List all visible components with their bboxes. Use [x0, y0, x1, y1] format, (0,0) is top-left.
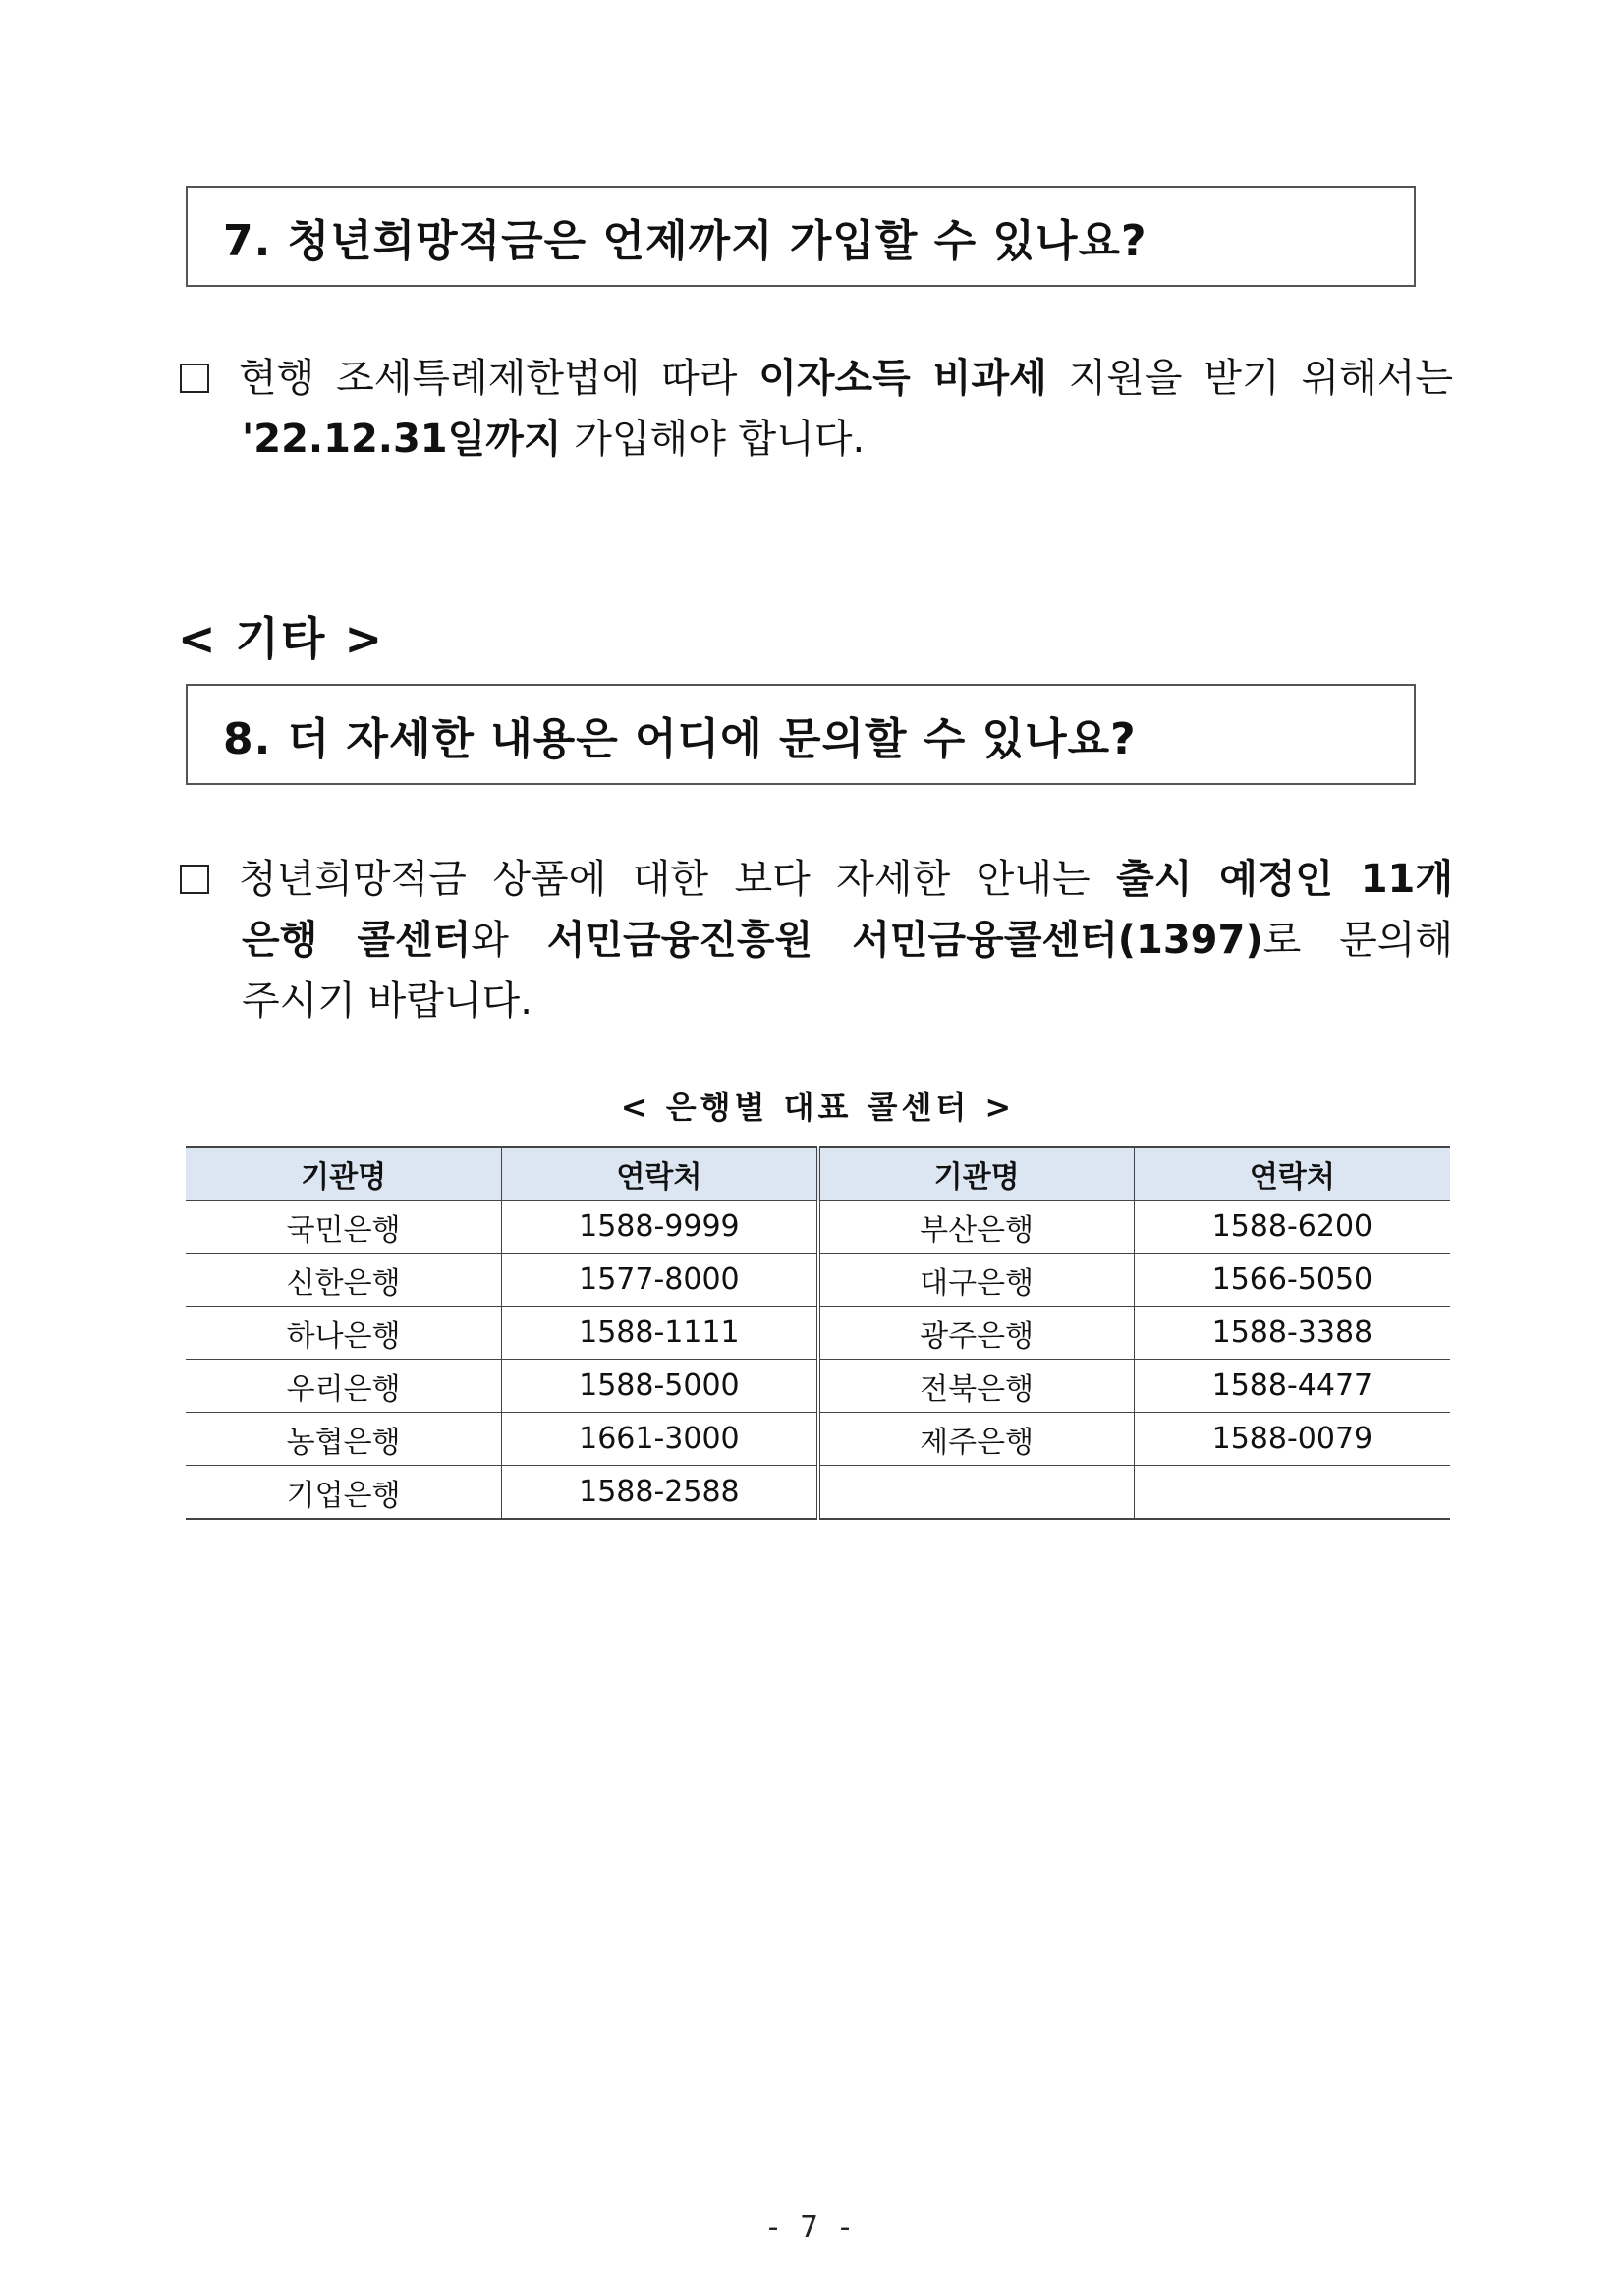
table-row — [186, 1307, 1450, 1360]
bank-name: 광주은행 — [818, 1307, 1135, 1360]
bank-phone: 1588-9999 — [502, 1201, 818, 1254]
bank-phone: 1588-2588 — [502, 1466, 818, 1520]
bank-name: 대구은행 — [818, 1254, 1135, 1307]
bank-name: 국민은행 — [186, 1201, 502, 1254]
section-heading-etc: < 기타 > — [178, 612, 384, 665]
answer-7-line-1: 현행 조세특례제한법에 따라 이자소득 비과세 지원을 받기 위해서는 — [180, 348, 1453, 409]
bank-name: 신한은행 — [186, 1254, 502, 1307]
question-7-title: 7. 청년희망적금은 언제까지 가입할 수 있나요? — [223, 215, 1148, 266]
table-row — [186, 1201, 1450, 1254]
table-row — [186, 1254, 1450, 1307]
bank-callcenter-table — [186, 1146, 1450, 1520]
header-institution: 기관명 — [186, 1147, 502, 1201]
bank-name: 기업은행 — [186, 1466, 502, 1520]
table-caption: < 은행별 대표 콜센터 > — [620, 1089, 1016, 1126]
bank-phone: 1661-3000 — [502, 1413, 818, 1466]
table-header-row — [186, 1147, 1450, 1201]
answer-8-line-2: 은행 콜센터와 서민금융진흥원 서민금융콜센터(1397)로 문의해 — [242, 918, 1453, 963]
table-row — [186, 1413, 1450, 1466]
page-number: - 7 - — [767, 2211, 857, 2245]
bank-phone: 1588-5000 — [502, 1360, 818, 1413]
table-row — [186, 1466, 1450, 1520]
bank-phone: 1588-3388 — [1134, 1307, 1450, 1360]
header-institution: 기관명 — [818, 1147, 1135, 1201]
bank-name: 하나은행 — [186, 1307, 502, 1360]
question-7-box — [186, 186, 1416, 287]
bank-phone: 1588-1111 — [502, 1307, 818, 1360]
table-row — [186, 1360, 1450, 1413]
answer-8-line-1: 청년희망적금 상품에 대한 보다 자세한 안내는 출시 예정인 11개 — [180, 849, 1453, 910]
bank-name-empty — [818, 1466, 1135, 1520]
bank-phone: 1588-4477 — [1134, 1360, 1450, 1413]
bank-phone-empty — [1134, 1466, 1450, 1520]
bank-name: 우리은행 — [186, 1360, 502, 1413]
answer-7-paragraph — [180, 348, 1453, 470]
answer-8-line-3: 주시기 바랍니다. — [242, 979, 532, 1024]
bank-name: 전북은행 — [818, 1360, 1135, 1413]
bank-phone: 1588-6200 — [1134, 1201, 1450, 1254]
bank-name: 농협은행 — [186, 1413, 502, 1466]
checkbox-bullet-icon — [180, 364, 209, 393]
question-8-box — [186, 684, 1416, 785]
header-contact: 연락처 — [1134, 1147, 1450, 1201]
header-contact: 연락처 — [502, 1147, 818, 1201]
checkbox-bullet-icon — [180, 865, 209, 894]
bank-phone: 1577-8000 — [502, 1254, 818, 1307]
bank-name: 부산은행 — [818, 1201, 1135, 1254]
answer-7-line-2: '22.12.31일까지 가입해야 합니다. — [242, 417, 866, 462]
bank-name: 제주은행 — [818, 1413, 1135, 1466]
answer-8-paragraph — [180, 849, 1453, 1032]
question-8-title: 8. 더 자세한 내용은 어디에 문의할 수 있나요? — [223, 713, 1137, 764]
bank-phone: 1566-5050 — [1134, 1254, 1450, 1307]
bank-phone: 1588-0079 — [1134, 1413, 1450, 1466]
